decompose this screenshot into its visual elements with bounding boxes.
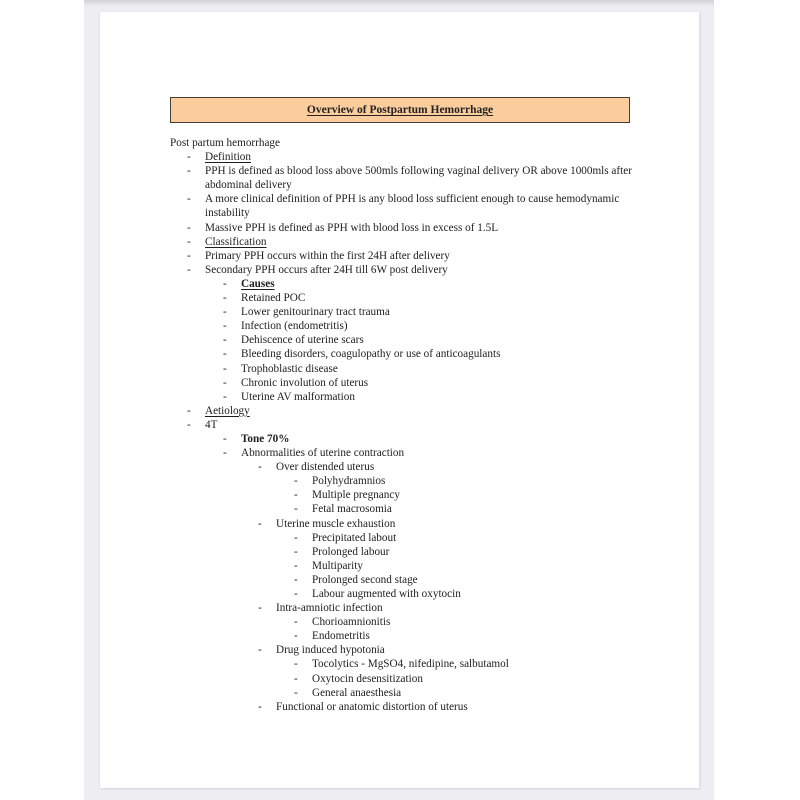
- list-item: [170, 643, 640, 657]
- list-item: [170, 418, 640, 432]
- list-item: [170, 573, 640, 587]
- list-item: [170, 672, 640, 686]
- list-item: [170, 615, 640, 629]
- bullet-dash-icon: -: [294, 559, 298, 572]
- bullet-list: [170, 150, 640, 714]
- list-item: [170, 531, 640, 545]
- list-item-text: Infection (endometritis): [241, 320, 348, 333]
- bullet-dash-icon: -: [223, 447, 227, 460]
- list-item-text: Trophoblastic disease: [241, 362, 338, 375]
- list-item-text: Uterine muscle exhaustion: [276, 517, 396, 530]
- list-item: [170, 192, 640, 220]
- list-item: [170, 601, 640, 615]
- list-item-text: General anaesthesia: [312, 686, 402, 699]
- list-item-text: Abnormalities of uterine contraction: [241, 447, 405, 460]
- list-item-text: Secondary PPH occurs after 24H till 6W post delivery: [205, 263, 448, 276]
- list-item-text: Retained POC: [241, 292, 306, 305]
- bullet-dash-icon: -: [187, 221, 191, 234]
- bullet-dash-icon: -: [294, 531, 298, 544]
- list-item-text: Drug induced hypotonia: [276, 644, 385, 657]
- list-item: [170, 390, 640, 404]
- bullet-dash-icon: -: [294, 630, 298, 643]
- bullet-dash-icon: -: [294, 489, 298, 502]
- list-item-text: Massive PPH is defined as PPH with blood loss in excess of 1.5L: [205, 221, 499, 234]
- bullet-dash-icon: -: [187, 151, 191, 164]
- list-item-text: Definition: [205, 151, 251, 164]
- list-item: [170, 488, 640, 502]
- list-item-text: Bleeding disorders, coagulopathy or use of anticoagulants: [241, 348, 501, 361]
- list-item: [170, 249, 640, 263]
- bullet-dash-icon: -: [223, 277, 227, 290]
- section-heading: Post partum hemorrhage: [170, 137, 280, 149]
- list-item: [170, 347, 640, 361]
- list-item-text: Polyhydramnios: [312, 475, 386, 488]
- list-item: [170, 376, 640, 390]
- bullet-dash-icon: -: [187, 404, 191, 417]
- bullet-dash-icon: -: [223, 320, 227, 333]
- bullet-dash-icon: -: [258, 517, 262, 530]
- list-item: [170, 517, 640, 531]
- list-item: [170, 474, 640, 488]
- list-item: [170, 629, 640, 643]
- list-item: [170, 263, 640, 277]
- list-item-text: Lower genitourinary tract trauma: [241, 306, 390, 319]
- list-item-text: Over distended uterus: [276, 461, 375, 474]
- bullet-dash-icon: -: [223, 390, 227, 403]
- title-box: [170, 97, 630, 123]
- list-item: [170, 319, 640, 333]
- bullet-dash-icon: -: [187, 235, 191, 248]
- bullet-dash-icon: -: [223, 348, 227, 361]
- list-item: [170, 333, 640, 347]
- list-item: [170, 164, 640, 192]
- list-item-text: A more clinical definition of PPH is any blood loss sufficient enough to cause hemodynamic instability: [205, 193, 620, 220]
- list-item: [170, 305, 640, 319]
- list-item: [170, 686, 640, 700]
- bullet-dash-icon: -: [258, 644, 262, 657]
- bullet-dash-icon: -: [223, 334, 227, 347]
- list-item-text: Dehiscence of uterine scars: [241, 334, 364, 347]
- bullet-dash-icon: -: [294, 475, 298, 488]
- list-item-text: Labour augmented with oxytocin: [312, 588, 461, 600]
- list-item-text: Tocolytics - MgSO4, nifedipine, salbutamol: [312, 658, 509, 671]
- list-item-text: Primary PPH occurs within the first 24H after delivery: [205, 249, 450, 262]
- list-item-text: Functional or anatomic distortion of uterus: [276, 700, 468, 713]
- bullet-dash-icon: -: [187, 418, 191, 431]
- list-item: [170, 545, 640, 559]
- bullet-dash-icon: -: [258, 461, 262, 474]
- list-item-text: PPH is defined as blood loss above 500mls following vaginal delivery OR above 1000mls after abdominal delivery: [205, 165, 632, 192]
- list-item-text: Endometritis: [312, 630, 370, 643]
- list-item-text: Aetiology: [205, 404, 250, 417]
- list-item-text: Chronic involution of uterus: [241, 376, 369, 389]
- list-item-text: Chorioamnionitis: [312, 616, 391, 629]
- bullet-dash-icon: -: [223, 362, 227, 375]
- bullet-dash-icon: -: [223, 306, 227, 319]
- list-item-text: Causes: [241, 277, 275, 290]
- bullet-dash-icon: -: [294, 658, 298, 671]
- list-item: [170, 150, 640, 164]
- list-item-text: Precipitated labout: [312, 531, 397, 544]
- list-item-text: Classification: [205, 235, 267, 248]
- list-item: [170, 362, 640, 376]
- bullet-dash-icon: -: [187, 193, 191, 206]
- bullet-dash-icon: -: [294, 686, 298, 699]
- list-item: [170, 657, 640, 671]
- list-item-text: Multiparity: [312, 559, 363, 572]
- bullet-dash-icon: -: [187, 249, 191, 262]
- list-item-text: 4T: [205, 418, 218, 431]
- bullet-dash-icon: -: [294, 503, 298, 516]
- bullet-dash-icon: -: [294, 588, 298, 600]
- bullet-dash-icon: -: [223, 292, 227, 305]
- list-item-text: Uterine AV malformation: [241, 390, 355, 403]
- list-item-text: Prolonged labour: [312, 545, 390, 558]
- list-item: [170, 277, 640, 291]
- list-item-text: Prolonged second stage: [312, 573, 418, 586]
- list-item-text: Fetal macrosomia: [312, 503, 392, 516]
- list-item: [170, 502, 640, 516]
- list-item-text: Multiple pregnancy: [312, 489, 400, 502]
- list-item: [170, 291, 640, 305]
- bullet-dash-icon: -: [223, 432, 227, 445]
- bullet-dash-icon: -: [187, 263, 191, 276]
- document-body: [170, 136, 640, 714]
- bullet-dash-icon: -: [294, 573, 298, 586]
- bullet-dash-icon: -: [294, 616, 298, 629]
- bullet-dash-icon: -: [223, 376, 227, 389]
- list-item: [170, 432, 640, 446]
- list-item-text: Oxytocin desensitization: [312, 672, 423, 685]
- bullet-dash-icon: -: [294, 672, 298, 685]
- list-item: [170, 446, 640, 460]
- bullet-dash-icon: -: [258, 700, 262, 713]
- list-item: [170, 404, 640, 418]
- list-item: [170, 235, 640, 249]
- list-item-text: Tone 70%: [241, 432, 290, 445]
- bullet-dash-icon: -: [258, 602, 262, 615]
- list-item-text: Intra-amniotic infection: [276, 602, 383, 615]
- bullet-dash-icon: -: [187, 165, 191, 178]
- document-title: Overview of Postpartum Hemorrhage: [306, 104, 494, 116]
- bullet-dash-icon: -: [294, 545, 298, 558]
- list-item: [170, 221, 640, 235]
- list-item: [170, 587, 640, 601]
- list-item: [170, 700, 640, 714]
- list-item: [170, 460, 640, 474]
- list-item: [170, 559, 640, 573]
